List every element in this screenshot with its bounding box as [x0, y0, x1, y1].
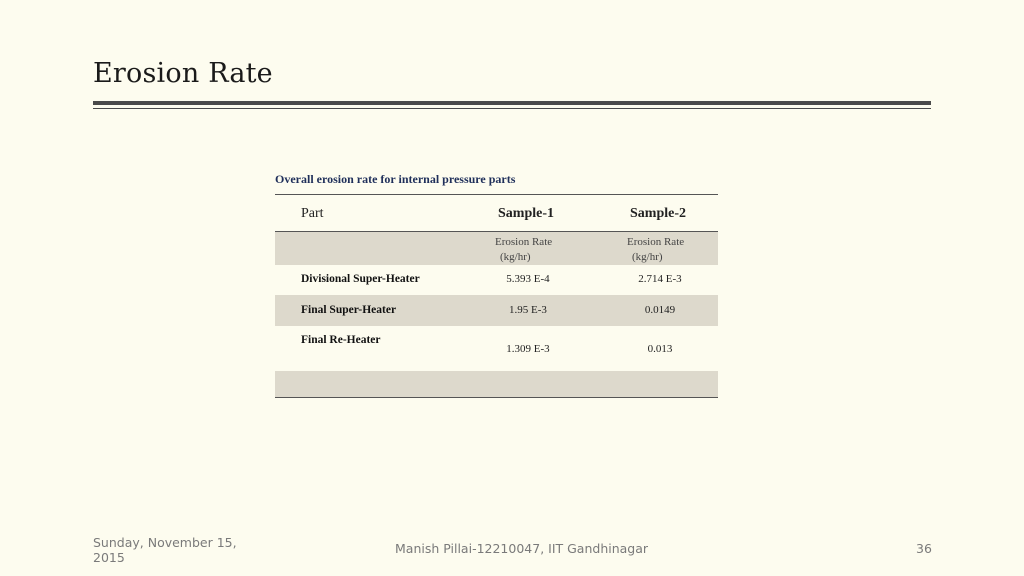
- footer-page-number: 36: [916, 541, 932, 556]
- row-sample-1-value: 5.393 E-4: [506, 273, 550, 285]
- row-part: Final Re-Heater: [301, 334, 381, 346]
- table-row: [275, 295, 718, 326]
- footer-author: Manish Pillai-12210047, IIT Gandhinagar: [395, 541, 649, 556]
- table-row: [275, 265, 718, 295]
- slide-title: Erosion Rate: [93, 58, 273, 89]
- row-sample-2-value: 2.714 E-3: [638, 273, 682, 285]
- subheader-sample-2: [627, 235, 684, 265]
- table-row: [275, 326, 718, 371]
- table-empty-row: [275, 371, 718, 397]
- subheader-sample-1-label: Erosion Rate: [495, 236, 553, 248]
- footer-date: Sunday, November 15, 2015: [93, 535, 237, 565]
- subheader-sample-1-unit: (kg/hr): [500, 251, 531, 263]
- row-sample-2-value: 0.013: [647, 343, 673, 355]
- header-sample-1: Sample-1: [498, 206, 554, 221]
- table-subheader-row: [275, 232, 718, 265]
- header-part: Part: [301, 206, 324, 221]
- title-rule-thin: [93, 108, 931, 109]
- table-header-row: [275, 195, 718, 232]
- row-part: Final Super-Heater: [301, 304, 397, 316]
- row-sample-2-value: 0.0149: [644, 304, 676, 316]
- subheader-sample-1: [495, 235, 552, 265]
- row-sample-1-value: 1.95 E-3: [509, 304, 547, 316]
- subheader-sample-2-unit: (kg/hr): [632, 251, 663, 263]
- erosion-rate-table: [275, 194, 718, 398]
- row-part: Divisional Super-Heater: [301, 273, 420, 285]
- header-sample-2: Sample-2: [630, 206, 686, 221]
- row-sample-1-value: 1.309 E-3: [506, 343, 550, 355]
- subheader-sample-2-label: Erosion Rate: [627, 236, 685, 248]
- table-caption: Overall erosion rate for internal pressure parts: [275, 172, 516, 186]
- title-rule-thick: [93, 101, 931, 105]
